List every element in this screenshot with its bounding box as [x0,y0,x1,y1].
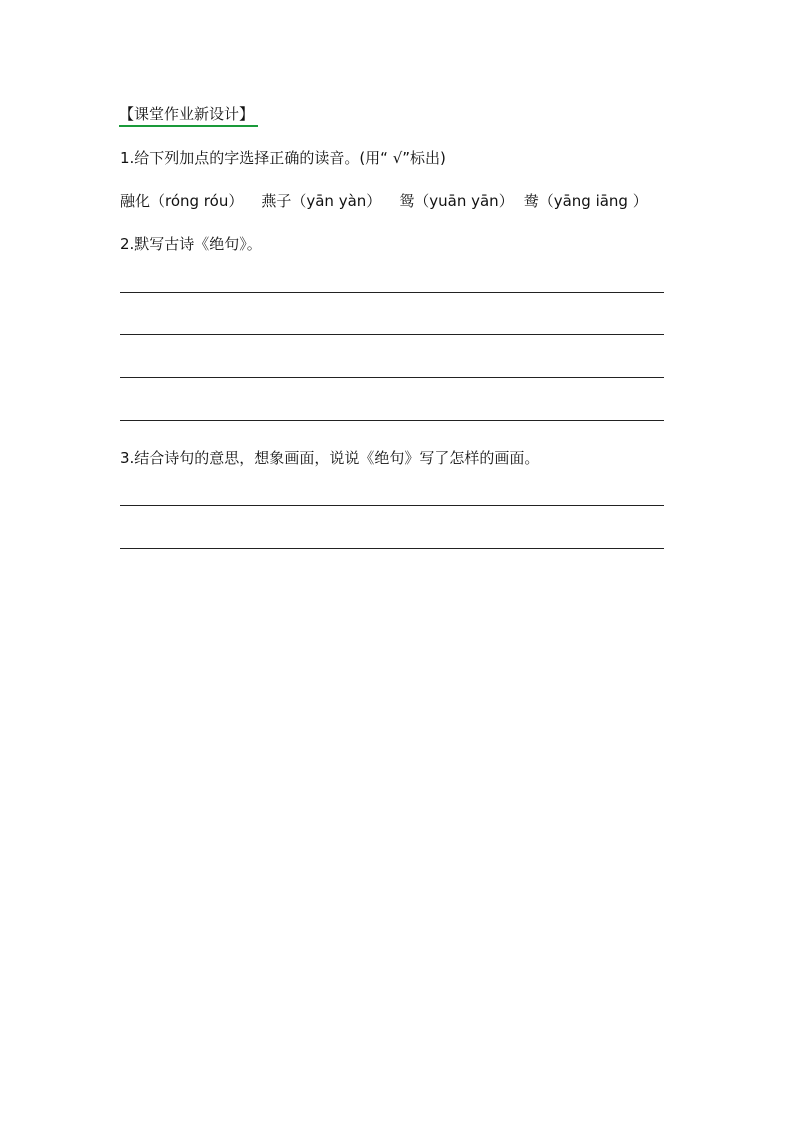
question-1-options [120,190,648,211]
option-yuan: 鸳（yuān yān） [399,192,514,210]
question-1: 1.给下列加点的字选择正确的读音。(用“ √”标出) [120,149,446,167]
option-ronghua: 融化（róng róu） [120,192,244,210]
option-yang: 鸯（yāng iāng ） [523,192,648,210]
section-header: 【课堂作业新设计】 [119,103,258,127]
answer-line-1[interactable] [120,292,664,293]
answer-line-2[interactable] [120,334,664,335]
answer-line-4[interactable] [120,420,664,421]
answer-line-5[interactable] [120,505,664,506]
question-3: 3.结合诗句的意思，想象画面，说说《绝句》写了怎样的画面。 [120,449,540,467]
answer-line-3[interactable] [120,377,664,378]
option-yanzi: 燕子（yān yàn） [261,192,382,210]
question-2: 2.默写古诗《绝句》。 [120,235,262,253]
answer-line-6[interactable] [120,548,664,549]
